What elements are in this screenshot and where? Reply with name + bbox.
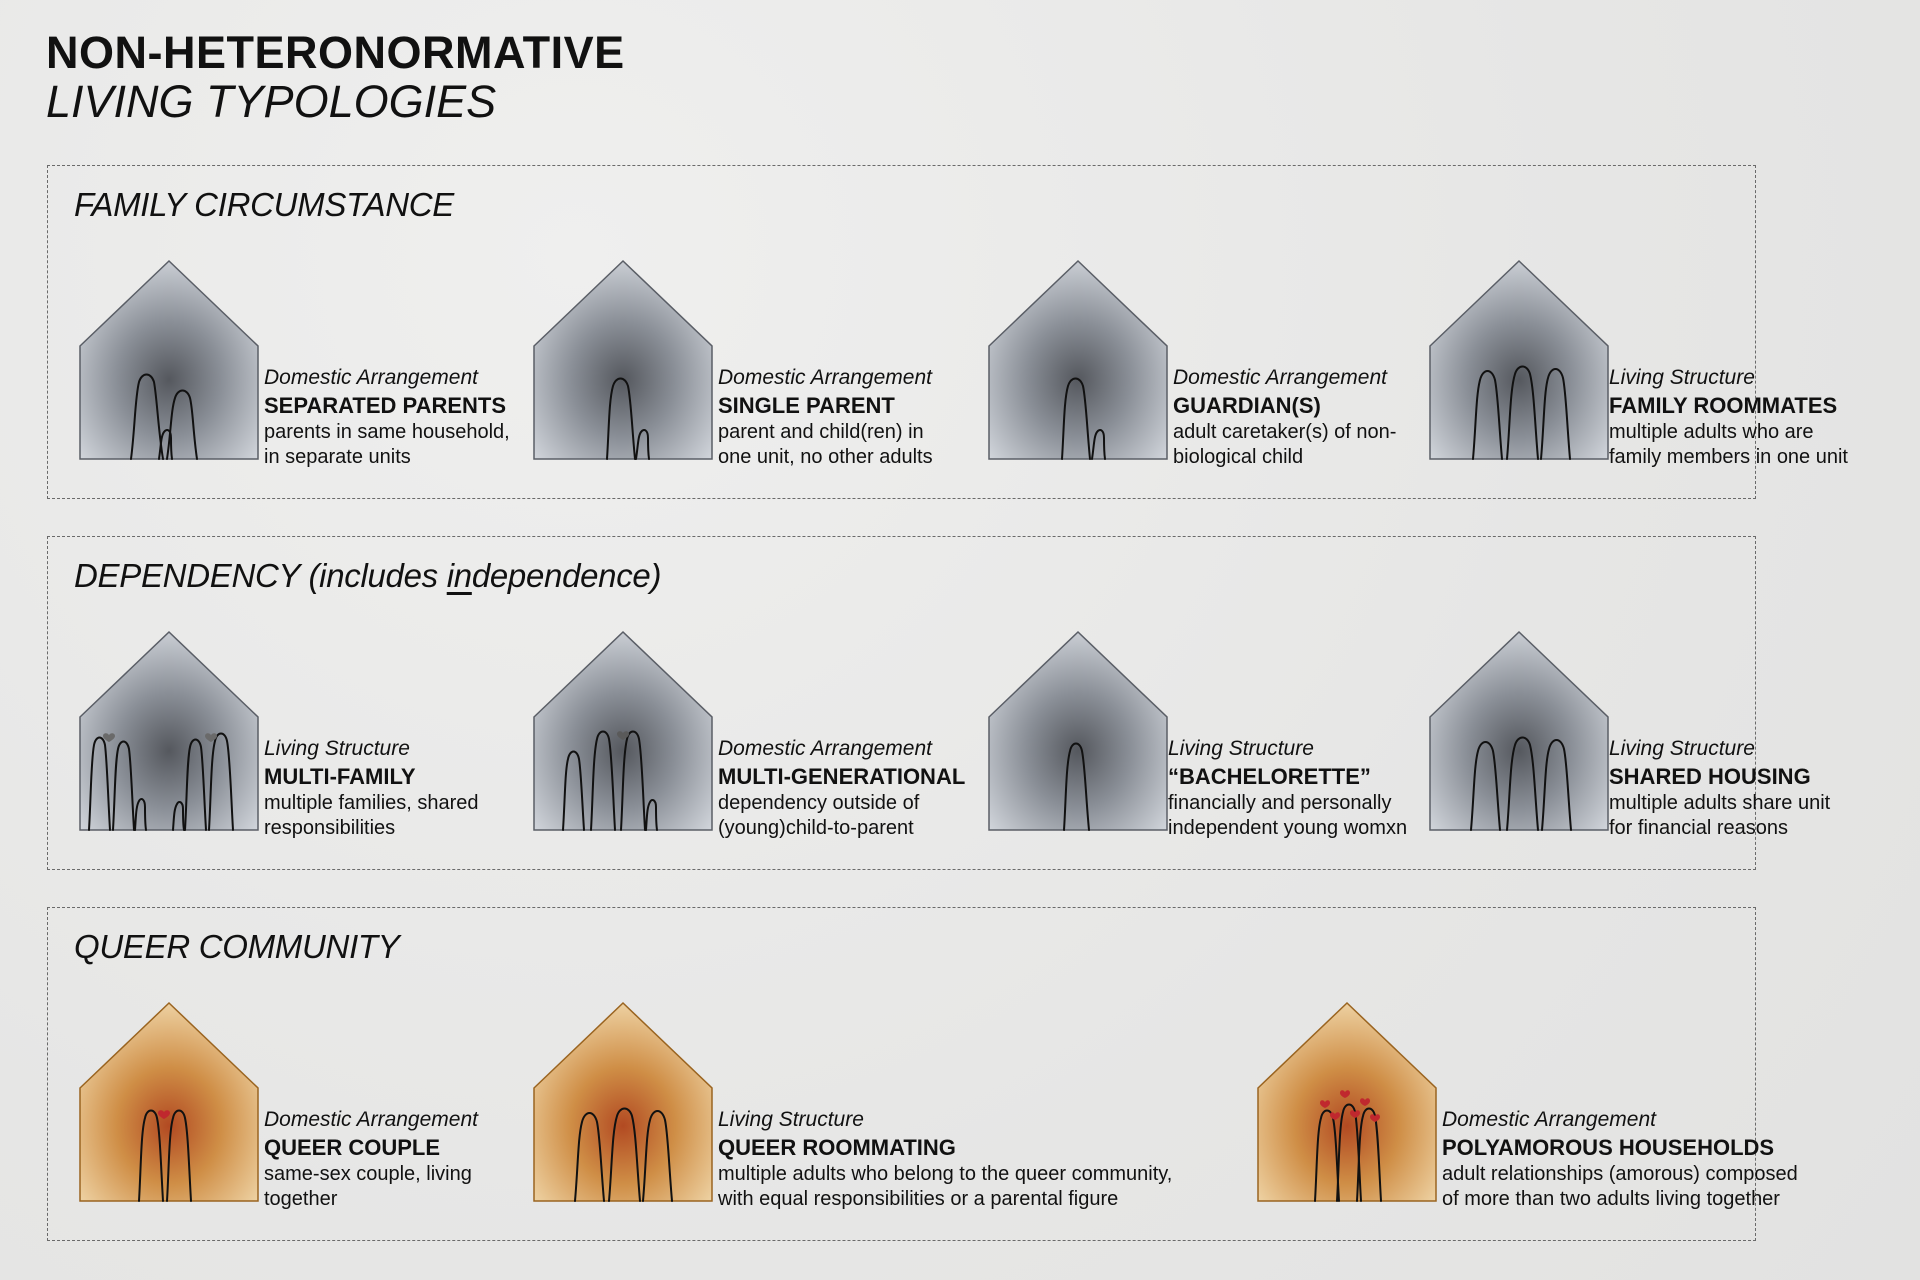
card-desc-line-1: multiple adults share unit xyxy=(1609,792,1831,814)
page-title xyxy=(46,27,625,127)
card-desc-line-2: independent young womxn xyxy=(1168,817,1408,839)
card-desc-line-1: parents in same household, xyxy=(264,421,510,443)
card-text xyxy=(1609,735,1830,841)
card-name: SEPARATED PARENTS xyxy=(264,393,507,418)
card-name: MULTI-GENERATIONAL xyxy=(718,764,966,789)
house-icon xyxy=(1429,260,1609,460)
card-name: QUEER COUPLE xyxy=(264,1135,441,1160)
card-category: Living Structure xyxy=(718,1108,864,1131)
card-desc-line-2: with equal responsibilities or a parental figure xyxy=(718,1188,1119,1210)
card-desc-line-1: same-sex couple, living xyxy=(264,1163,472,1185)
card-desc-line-2: for financial reasons xyxy=(1609,817,1788,839)
card-desc-line-2: family members in one unit xyxy=(1609,446,1848,468)
card-category: Living Structure xyxy=(1168,737,1314,760)
house-icon xyxy=(533,1002,713,1202)
house-icon xyxy=(533,631,713,831)
card-desc-line-1: adult relationships (amorous) composed xyxy=(1442,1163,1798,1185)
card-category: Domestic Arrangement xyxy=(264,366,478,389)
house-icon xyxy=(1429,631,1609,831)
card-category: Domestic Arrangement xyxy=(718,737,932,760)
section-dependency xyxy=(47,536,1831,870)
card-category: Domestic Arrangement xyxy=(264,1108,478,1131)
card-text xyxy=(1173,364,1396,470)
house-icon xyxy=(79,260,259,460)
card-category: Living Structure xyxy=(1609,366,1755,389)
card-text xyxy=(1442,1106,1798,1212)
house-icon xyxy=(1257,1002,1437,1202)
house-icon xyxy=(988,631,1168,831)
house-icon xyxy=(79,1002,259,1202)
card-text xyxy=(1609,364,1848,470)
card-name: QUEER ROOMMATING xyxy=(718,1135,956,1160)
card-name: GUARDIAN(S) xyxy=(1173,393,1321,418)
card-desc-line-1: multiple adults who belong to the queer community, xyxy=(718,1163,1173,1185)
house-icon xyxy=(988,260,1168,460)
card-category: Living Structure xyxy=(264,737,410,760)
card-name: FAMILY ROOMMATES xyxy=(1609,393,1838,418)
card-name: “BACHELORETTE” xyxy=(1168,764,1371,789)
card-desc-line-2: one unit, no other adults xyxy=(718,446,933,468)
card-desc-line-2: together xyxy=(264,1188,338,1210)
card-desc-line-1: dependency outside of xyxy=(718,792,920,814)
card-text xyxy=(718,364,933,470)
card-desc-line-2: (young)child-to-parent xyxy=(718,817,914,839)
card-name: POLYAMOROUS HOUSEHOLDS xyxy=(1442,1135,1775,1160)
card-name: SINGLE PARENT xyxy=(718,393,895,418)
card-text xyxy=(718,735,965,841)
section-title-post: dependence) xyxy=(471,557,662,594)
card-text xyxy=(1168,735,1407,841)
card-desc-line-1: multiple adults who are xyxy=(1609,421,1814,443)
house-icon xyxy=(533,260,713,460)
card-text xyxy=(264,735,479,841)
section-title-underlined: in xyxy=(446,557,472,594)
house-icon xyxy=(79,631,259,831)
section-family-circumstance xyxy=(47,165,1848,499)
section-title: FAMILY CIRCUMSTANCE xyxy=(74,186,454,223)
card-category: Domestic Arrangement xyxy=(1173,366,1387,389)
card-desc-line-2: of more than two adults living together xyxy=(1442,1188,1780,1210)
card-name: SHARED HOUSING xyxy=(1609,764,1811,789)
title-line-2: LIVING TYPOLOGIES xyxy=(46,76,497,127)
card-desc-line-1: financially and personally xyxy=(1168,792,1392,814)
section-title: QUEER COMMUNITY xyxy=(74,928,400,965)
card-category: Domestic Arrangement xyxy=(1442,1108,1656,1131)
title-line-1: NON-HETERONORMATIVE xyxy=(46,27,625,78)
section-title xyxy=(74,557,661,595)
card-desc-line-1: parent and child(ren) in xyxy=(718,421,924,443)
card-category: Living Structure xyxy=(1609,737,1755,760)
card-name: MULTI-FAMILY xyxy=(264,764,416,789)
card-desc-line-2: responsibilities xyxy=(264,817,396,839)
card-text xyxy=(264,364,510,470)
section-title-pre: DEPENDENCY (includes xyxy=(74,557,447,594)
section-queer-community xyxy=(47,907,1798,1241)
card-desc-line-2: in separate units xyxy=(264,446,411,468)
card-text xyxy=(264,1106,478,1212)
card-text xyxy=(718,1106,1172,1212)
card-desc-line-1: multiple families, shared xyxy=(264,792,479,814)
card-desc-line-1: adult caretaker(s) of non- xyxy=(1173,421,1397,443)
card-desc-line-2: biological child xyxy=(1173,446,1304,468)
card-category: Domestic Arrangement xyxy=(718,366,932,389)
